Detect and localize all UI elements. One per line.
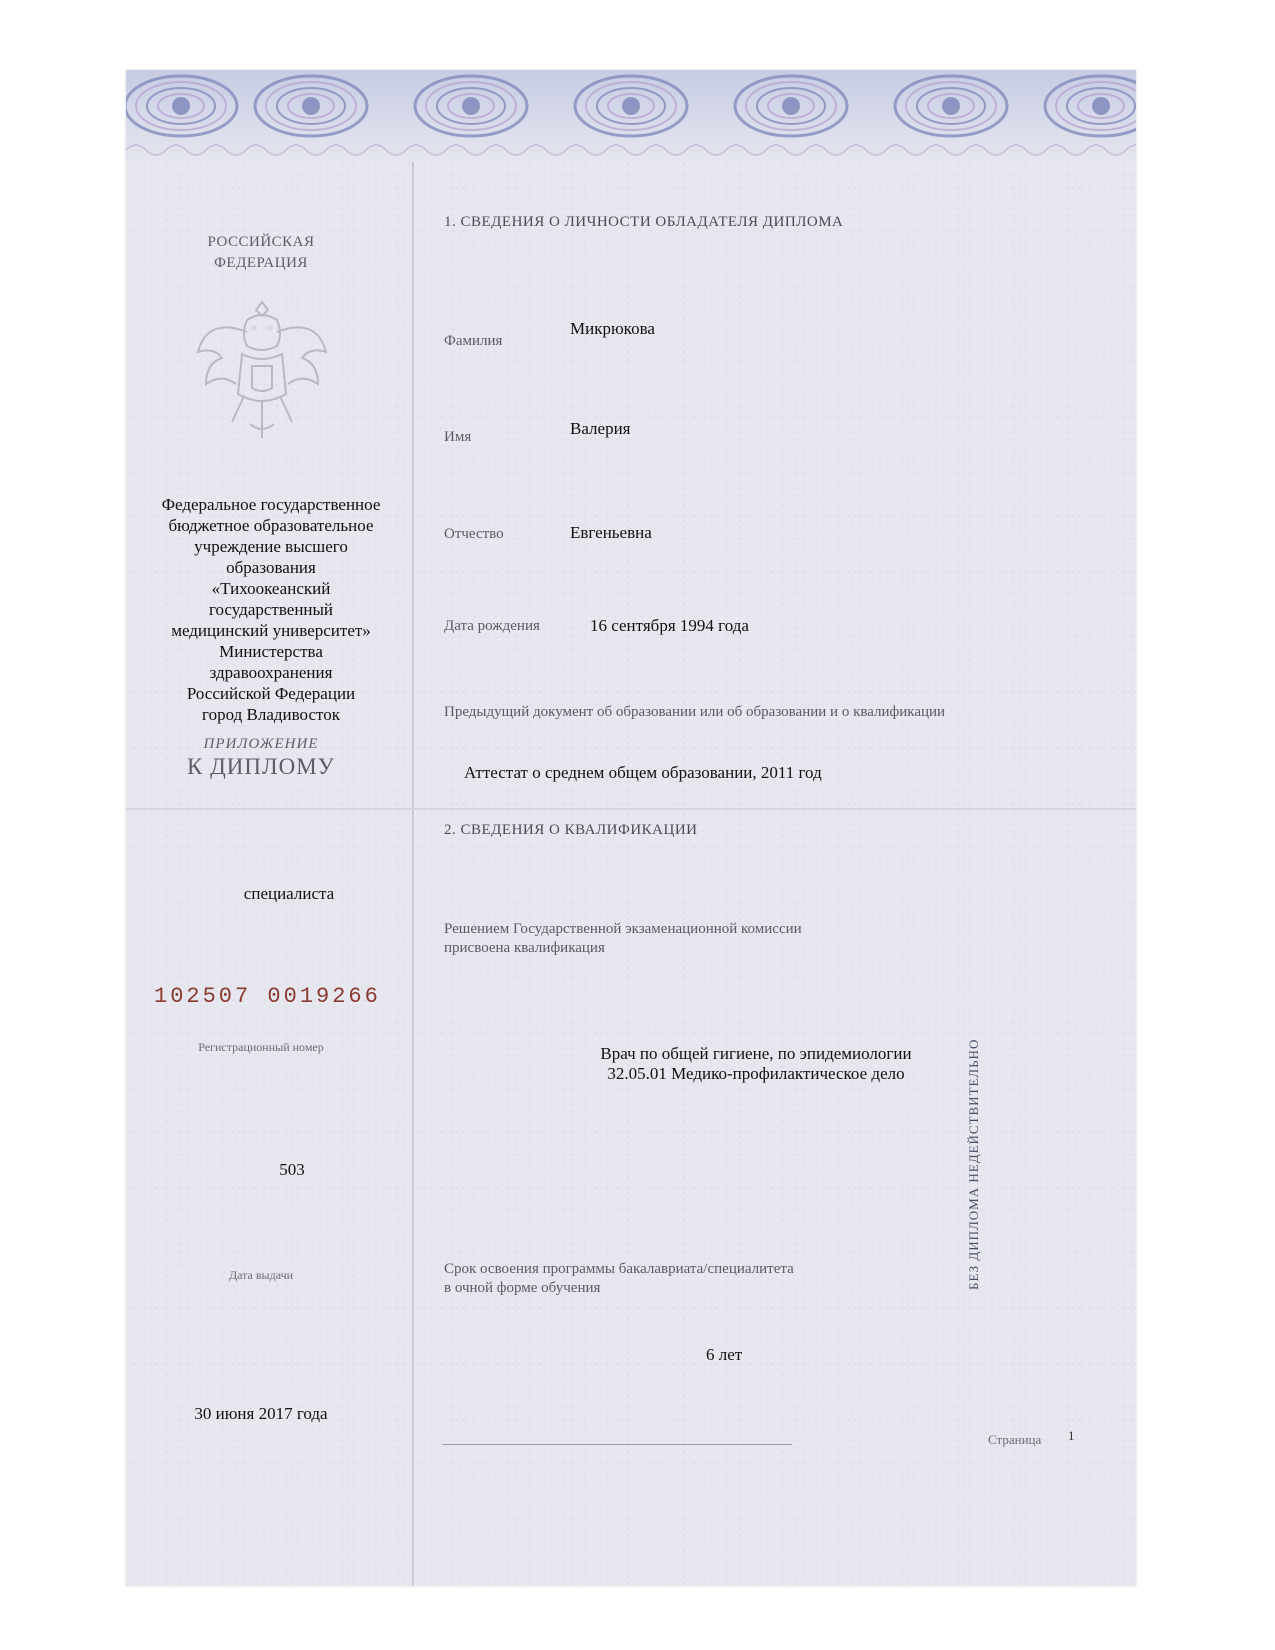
org-line: город Владивосток	[202, 705, 340, 724]
previous-document-value: Аттестат о среднем общем образовании, 2011 год	[464, 763, 822, 782]
issue-date-label: Дата выдачи	[228, 1268, 294, 1282]
signature-line	[442, 1444, 792, 1445]
org-line: здравоохранения	[209, 663, 333, 682]
org-line: «Тихоокеанский	[211, 579, 331, 598]
org-line: Министерства	[219, 642, 323, 661]
section-2-title: 2. СВЕДЕНИЯ О КВАЛИФИКАЦИИ	[444, 822, 698, 838]
previous-document-label: Предыдущий документ об образовании или об образовании и о квалификации	[444, 704, 946, 720]
degree-level: специалиста	[243, 884, 335, 903]
birth-date-value: 16 сентября 1994 года	[590, 616, 749, 635]
study-term-label	[444, 1260, 904, 1298]
birth-date-label: Дата рождения	[444, 618, 540, 634]
decision-line-1: Решением Государственной экзаменационной комиссии	[444, 921, 802, 937]
paper-fold	[126, 808, 1136, 810]
organization-name	[126, 494, 416, 725]
term-label-line-2: в очной форме обучения	[444, 1280, 601, 1296]
surname-value: Микрюкова	[570, 319, 655, 338]
guilloche-pattern-icon	[126, 70, 1136, 162]
section-1-title: 1. СВЕДЕНИЯ О ЛИЧНОСТИ ОБЛАДАТЕЛЯ ДИПЛОМА	[444, 214, 844, 230]
russian-coat-of-arms-icon	[192, 292, 332, 452]
registration-number: 503	[279, 1160, 305, 1179]
org-line: учреждение высшего	[194, 537, 348, 556]
patronymic-label: Отчество	[444, 526, 504, 542]
name-value: Валерия	[570, 419, 631, 438]
term-label-line-1: Срок освоения программы бакалавриата/специалитета	[444, 1261, 794, 1277]
registration-number-label: Регистрационный номер	[198, 1040, 324, 1054]
annex-title-line-1: ПРИЛОЖЕНИЕ	[203, 736, 319, 752]
qualification	[526, 1044, 986, 1084]
decision-line-2: присвоена квалификация	[444, 940, 605, 956]
page-number: 1	[1068, 1428, 1075, 1443]
country-name	[126, 232, 396, 274]
patronymic-value: Евгеньевна	[570, 523, 652, 542]
issue-date: 30 июня 2017 года	[194, 1404, 328, 1423]
name-label: Имя	[444, 429, 472, 445]
qualification-line-1: Врач по общей гигиене, по эпидемиологии	[600, 1044, 912, 1063]
annex-title-line-2: К ДИПЛОМУ	[187, 754, 335, 779]
invalid-without-diploma-notice: БЕЗ ДИПЛОМА НЕДЕЙСТВИТЕЛЬНО	[966, 1038, 981, 1290]
org-line: бюджетное образовательное	[168, 516, 374, 535]
diploma-supplement-sheet	[126, 70, 1136, 1586]
org-line: Федеральное государственное	[161, 495, 381, 514]
surname-label: Фамилия	[444, 333, 503, 349]
page-label: Страница	[988, 1432, 1042, 1447]
org-line: Российской Федерации	[186, 684, 356, 703]
org-line: государственный	[208, 600, 334, 619]
country-line-2: ФЕДЕРАЦИЯ	[214, 255, 308, 271]
page-divider	[412, 162, 414, 1586]
qualification-line-2: 32.05.01 Медико-профилактическое дело	[607, 1064, 905, 1083]
study-term-value: 6 лет	[706, 1345, 743, 1364]
commission-decision	[444, 920, 904, 958]
guilloche-band	[126, 70, 1136, 162]
registration-serial: 102507 0019266	[154, 984, 381, 1009]
org-line: образования	[226, 558, 316, 577]
country-line-1: РОССИЙСКАЯ	[207, 234, 315, 250]
org-line: медицинский университет»	[171, 621, 371, 640]
